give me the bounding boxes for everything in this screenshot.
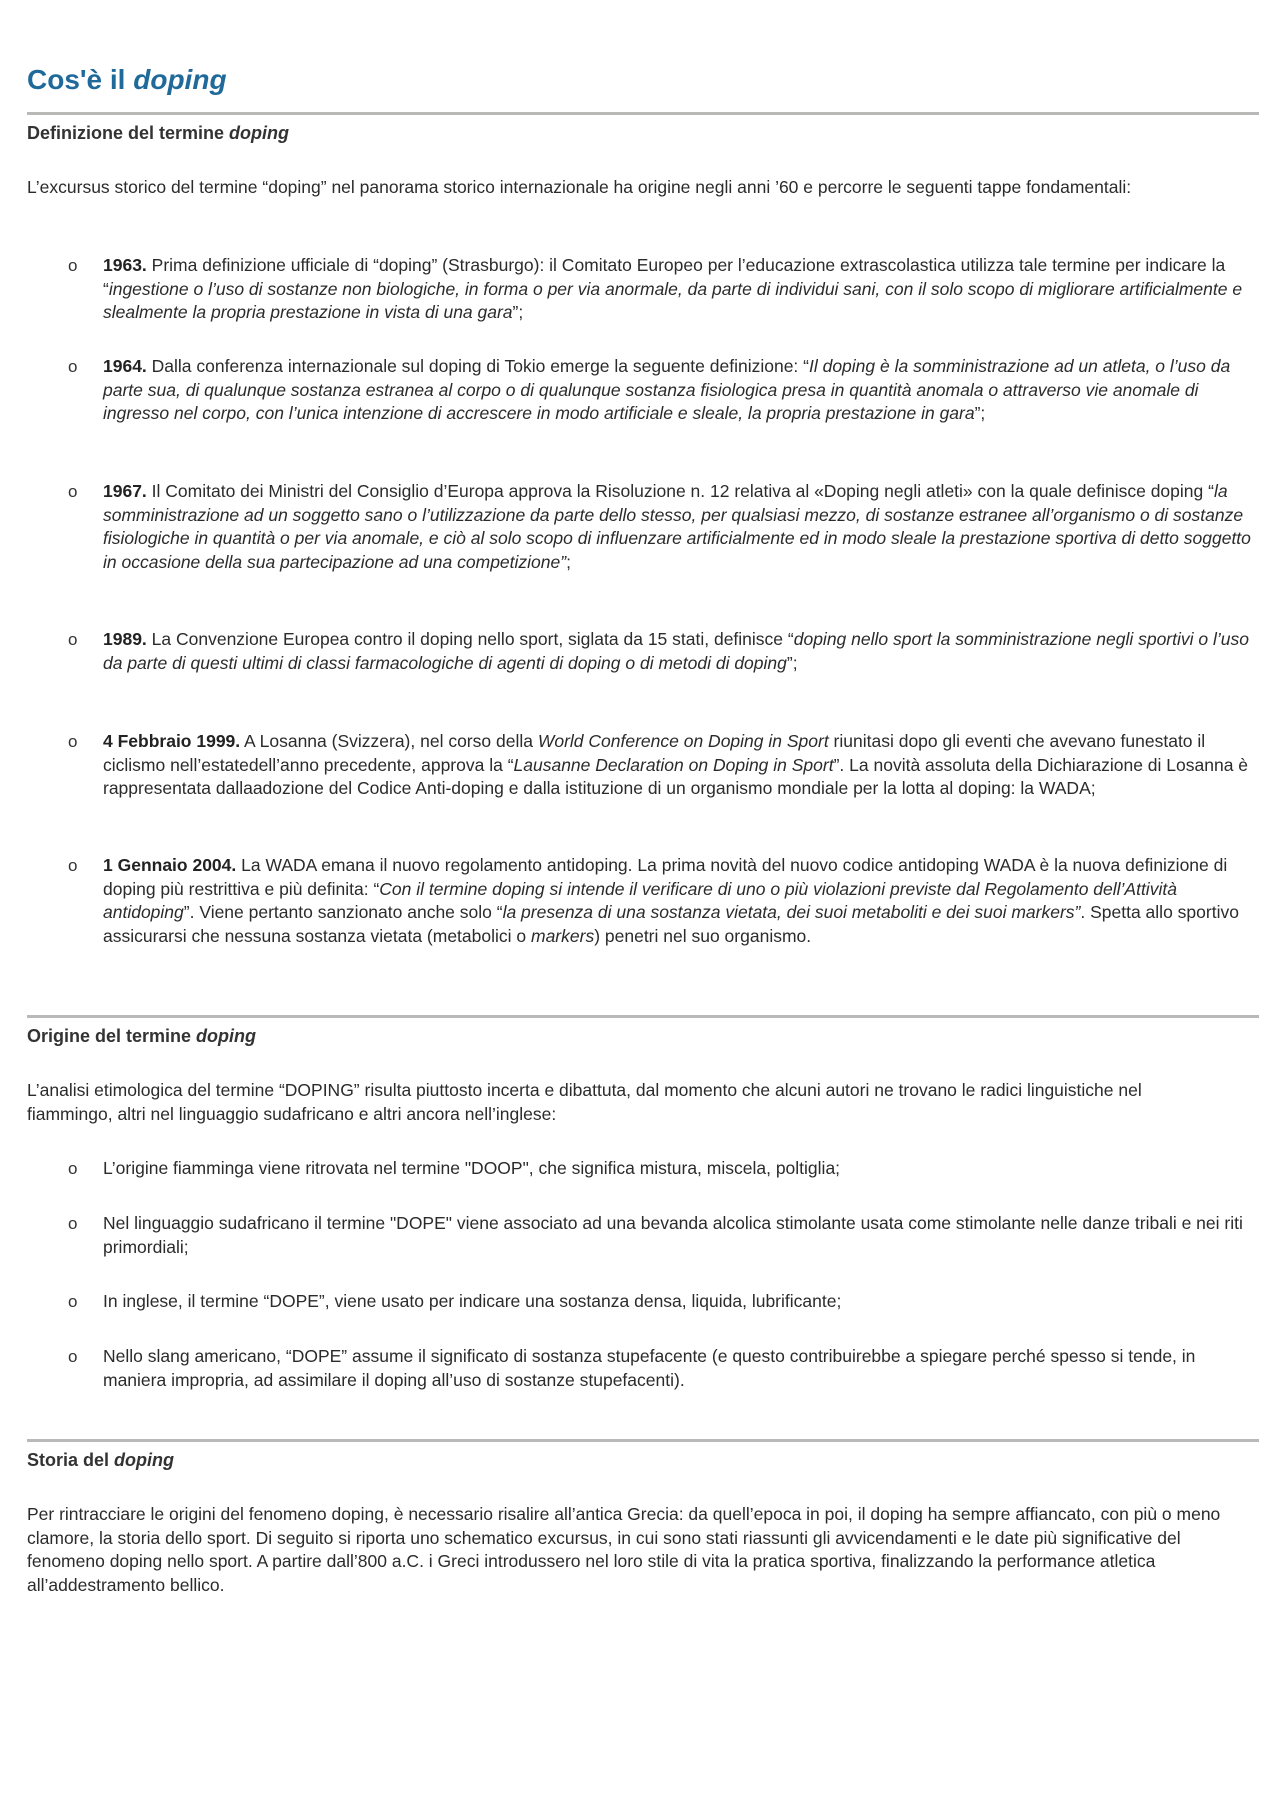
section-heading-definizione: [27, 121, 289, 145]
bullet-marker: o: [68, 1159, 78, 1178]
list-item-text: [103, 254, 1253, 325]
heading-emphasis: doping: [114, 1450, 175, 1470]
item-quote: Il doping è la somministrazione ad un atleta, o l’uso da parte sua, di qualunque sostanza estranea al corpo o di qualunque sostanza fisiologica presa in quantità anomala o attraverso vie anomale di ingresso nel corpo, con l’unica intenzione di accrescere in modo artificiale e sleale, la propria prestazione in gara: [103, 356, 1231, 423]
bullet-marker: o: [68, 1292, 78, 1311]
list-item-text: L’origine fiamminga viene ritrovata nel termine "DOOP", che significa mistura, miscela, poltiglia;: [103, 1158, 841, 1178]
page-title-text: Cos'è il: [27, 64, 134, 95]
bullet-marker: o: [68, 256, 78, 275]
item-term: markers: [531, 925, 595, 946]
list-item-text: [103, 628, 1253, 675]
item-event-name: World Conference on Doping in Sport: [537, 731, 829, 751]
list-item-text: Nel linguaggio sudafricano il termine "DOPE" viene associato ad una bevanda alcolica stimolante usata come stimolante nelle danze tribali e nei riti primordiali;: [103, 1213, 1243, 1257]
section-divider: [27, 1015, 1259, 1018]
item-date: 1967.: [103, 481, 147, 501]
heading-text: Origine del termine: [27, 1026, 197, 1046]
page-title: [27, 62, 227, 98]
item-text-run: ”;: [786, 652, 798, 673]
heading-emphasis: doping: [229, 123, 290, 143]
bullet-marker: o: [68, 630, 78, 649]
section-divider: [27, 1439, 1259, 1442]
item-text-run: A Losanna (Svizzera), nel corso della: [240, 731, 538, 751]
section-divider: [27, 112, 1259, 115]
item-date: 1989.: [103, 629, 147, 649]
item-quote: la presenza di una sostanza vietata, dei suoi metaboliti e dei suoi markers”: [502, 902, 1081, 922]
intro-paragraph-storia: Per rintracciare le origini del fenomeno doping, è necessario risalire all’antica Grecia: da quell’epoca in poi, il doping ha sempre affiancato, con più o meno clamore, la storia dello sport. Di seguito si riporta uno schematico excursus, in cui sono stati riassunti gli avvicendamenti e le date più significative del fenomeno doping nello sport. A partire dall’800 a.C. i Greci introdussero nel loro stile di vita la pratica sportiva, finalizzando la performance atletica all’addestramento bellico.: [27, 1504, 1221, 1595]
item-text-run: Prima definizione ufficiale di “doping” (Strasburgo): il Comitato Europeo per l’educazione extrascolastica utilizza tale termine per indicare la “: [103, 255, 1226, 299]
item-date: 4 Febbraio 1999.: [103, 731, 241, 751]
bullet-marker: o: [68, 1214, 78, 1233]
item-text-run: ”. La novità assoluta della Dichiarazione di Losanna è rappresentata dallaadozione del Codice Anti-doping e dalla istituzione di un organismo mondiale per la lotta al doping: la WADA;: [103, 754, 1249, 798]
heading-text: Storia del: [27, 1450, 115, 1470]
item-quote: la somministrazione ad un soggetto sano o l’utilizzazione da parte dello stesso, per qualsiasi mezzo, di sostanze estranee all’organismo o di sostanze fisiologiche in quantità o per via anomale, e ciò al solo scopo di influenzare artificialmente ed in modo sleale la prestazione sportiva di detto soggetto in occasione della sua partecipazione ad una competizione”: [103, 481, 1251, 572]
heading-emphasis: doping: [196, 1026, 257, 1046]
list-item-text: [103, 355, 1253, 426]
item-text-run: ”;: [974, 403, 986, 423]
bullet-marker: o: [68, 357, 78, 376]
item-text-run: riunitasi dopo gli eventi che avevano funestato il ciclismo nell’estatedell’anno precedente, approva la “: [103, 731, 1206, 775]
item-text-run: Dalla conferenza internazionale sul doping di Tokio emerge la seguente definizione: “: [146, 356, 809, 376]
item-date: 1964.: [103, 356, 147, 376]
list-item-text: Nello slang americano, “DOPE” assume il significato di sostanza stupefacente (e questo contribuirebbe a spiegare perché spesso si tende, in maniera impropria, ad assimilare il doping all’uso di sostanze stupefacenti).: [103, 1346, 1196, 1390]
bullet-marker: o: [68, 482, 78, 501]
section-heading-storia: [27, 1448, 174, 1472]
item-text-run: ) penetri nel suo organismo.: [594, 925, 812, 946]
item-text-run: Il Comitato dei Ministri del Consiglio d’Europa approva la Risoluzione n. 12 relativa al «Doping negli atleti» con la quale definisce doping “: [146, 481, 1214, 501]
list-item-text: In inglese, il termine “DOPE”, viene usato per indicare una sostanza densa, liquida, lubrificante;: [103, 1291, 842, 1311]
page-title-emphasis: doping: [133, 64, 227, 95]
list-item-text: [103, 730, 1253, 801]
item-text-run: ;: [566, 551, 571, 572]
item-date: 1963.: [103, 255, 147, 275]
item-date: 1 Gennaio 2004.: [103, 855, 237, 875]
bullet-marker: o: [68, 856, 78, 875]
intro-paragraph-origine: L’analisi etimologica del termine “DOPING” risulta piuttosto incerta e dibattuta, dal momento che alcuni autori ne trovano le radici linguistiche nel fiammingo, altri nel linguaggio sudafricano e altri ancora nell’inglese:: [27, 1080, 1142, 1124]
item-text-run: La WADA emana il nuovo regolamento antidoping. La prima novità del nuovo codice antidoping WADA è la nuova definizione di doping più restrittiva e più definita: “: [103, 855, 1228, 899]
item-text-run: . Spetta allo sportivo assicurarsi che nessuna sostanza vietata (metabolici o: [103, 902, 1239, 946]
list-item-text: [103, 854, 1253, 948]
heading-text: Definizione del termine: [27, 123, 230, 143]
item-text-run: ”;: [512, 302, 524, 322]
section-heading-origine: [27, 1024, 256, 1048]
item-quote: Con il termine doping si intende il verificare di uno o più violazioni previste dal Regolamento dell’Attività antidoping: [103, 878, 1177, 922]
item-quote: doping nello sport la somministrazione negli sportivi o l’uso da parte di questi ultimi di classi farmacologiche di agenti di doping o di metodi di doping: [103, 629, 1249, 673]
list-item-text: [103, 480, 1253, 574]
intro-paragraph-definizione: L’excursus storico del termine “doping” nel panorama storico internazionale ha origine negli anni ’60 e percorre le seguenti tappe fondamentali:: [27, 177, 1132, 197]
item-quote: ingestione o l’uso di sostanze non biologiche, in forma o per via anormale, da parte di individui sani, con il solo scopo di migliorare artificialmente e slealmente la propria prestazione in vista di una gara: [103, 278, 1243, 322]
item-text-run: La Convenzione Europea contro il doping nello sport, siglata da 15 stati, definisce “: [146, 629, 794, 649]
bullet-marker: o: [68, 732, 78, 751]
item-text-run: ”. Viene pertanto sanzionato anche solo “: [183, 902, 503, 922]
bullet-marker: o: [68, 1347, 78, 1366]
item-declaration-name: Lausanne Declaration on Doping in Sport: [513, 754, 834, 775]
